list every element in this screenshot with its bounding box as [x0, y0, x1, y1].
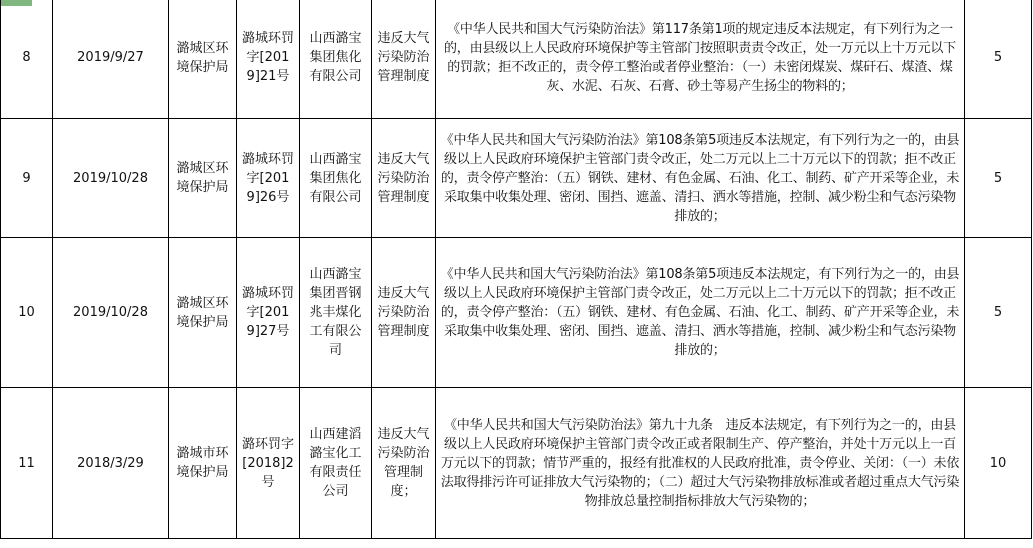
- row-number-cell: [1, 119, 53, 238]
- score-cell: [965, 0, 1032, 119]
- legal-basis-text: 《中华人民共和国大气污染防治法》第九十九条 违反本法规定，有下列行为之一的，由县级以上人民政府环境保护主管部门责令改正或者限制生产、停产整治，并处十万元以上一百万元以下的罚款；情节严重的，报经有批准权的人民政府批准，责令停业、关闭：（一）未依法取得排污许可证排放大气污染物的；（二）超过大气污染物排放标准或者超过重点大气污染物排放总量控制指标排放大气污染物的；: [440, 417, 960, 509]
- document-number-cell: [237, 388, 300, 539]
- legal-basis-text: 《中华人民共和国大气污染防治法》第117条第1项的规定违反本法规定，有下列行为之一的，由县级以上人民政府环境保护等主管部门按照职责责令改正，处一万元以上十万元以下的罚款；拒不改正的，责令停工整治或者停业整治：（一）未密闭煤炭、煤矸石、煤渣、煤灰、水泥、石灰、石膏、砂土等易产生扬尘的物料的；: [443, 21, 956, 94]
- row-number: 9: [22, 170, 31, 186]
- date-cell: [53, 238, 169, 388]
- document-number: 潞城环罚字[2019]26号: [241, 151, 294, 205]
- score-value: 5: [993, 170, 1003, 186]
- legal-basis-cell: [436, 238, 965, 388]
- penalty-date: 2018/3/29: [77, 455, 144, 471]
- legal-basis-text: 《中华人民共和国大气污染防治法》第108条第5项违反本法规定，有下列行为之一的，由县级以上人民政府环境保护主管部门责令改正，处二万元以上二十万元以下的罚款；拒不改正的，责令停产整治：（五）钢铁、建材、有色金属、石油、化工、制药、矿产开采等企业，未采取集中收集处理、密闭、围挡、遮盖、清扫、洒水等措施，控制、减少粉尘和气态污染物排放的；: [440, 132, 960, 224]
- legal-basis-cell: [436, 0, 965, 119]
- score-value: 10: [989, 455, 1007, 471]
- row-number: 8: [22, 50, 31, 65]
- violation-type-cell: [372, 119, 436, 238]
- document-number-cell: [237, 0, 300, 119]
- company-cell: [300, 119, 372, 238]
- score-cell: [965, 238, 1032, 388]
- penalty-date: 2019/9/27: [77, 50, 144, 65]
- score-cell: [965, 119, 1032, 238]
- score-cell: [965, 388, 1032, 539]
- table-row: [1, 238, 1032, 388]
- table-row: [1, 0, 1032, 119]
- row-number-cell: [1, 238, 53, 388]
- table-row: [1, 119, 1032, 238]
- score-value: 5: [993, 50, 1003, 65]
- violation-type: 违反大气污染防治管理制度: [377, 31, 430, 84]
- legal-basis-text: 《中华人民共和国大气污染防治法》第108条第5项违反本法规定，有下列行为之一的，由县级以上人民政府环境保护主管部门责令改正，处二万元以上二十万元以下的罚款；拒不改正的，责令停产整治：（五）钢铁、建材、有色金属、石油、化工、制药、矿产开采等企业，未采取集中收集处理、密闭、围挡、遮盖、清扫、洒水等措施，控制、减少粉尘和气态污染物排放的；: [440, 267, 960, 358]
- agency-cell: [169, 238, 237, 388]
- violation-type-cell: [372, 0, 436, 119]
- company-name: 山西潞宝集团晋钢兆丰煤化工有限公司: [309, 267, 362, 358]
- date-cell: [53, 0, 169, 119]
- legal-basis-cell: [436, 119, 965, 238]
- violation-type: 违反大气污染防治管理制度: [377, 151, 430, 205]
- document-number: 潞环罚字[2018]2号: [241, 436, 294, 490]
- company-name: 山西建滔潞宝化工有限责任公司: [309, 427, 362, 499]
- agency-cell: [169, 119, 237, 238]
- agency-cell: [169, 0, 237, 119]
- date-cell: [53, 388, 169, 539]
- agency-name: 潞城区环境保护局: [176, 161, 229, 195]
- violation-type-cell: [372, 388, 436, 539]
- penalty-date: 2019/10/28: [73, 305, 148, 320]
- agency-name: 潞城区环境保护局: [176, 295, 229, 330]
- document-number-cell: [237, 119, 300, 238]
- agency-name: 潞城市环境保护局: [176, 446, 229, 480]
- agency-name: 潞城区环境保护局: [176, 40, 229, 75]
- row-number-cell: [1, 0, 53, 119]
- legal-basis-cell: [436, 388, 965, 539]
- penalty-date: 2019/10/28: [73, 170, 148, 186]
- document-number: 潞城环罚字[2019]21号: [241, 31, 294, 84]
- row-number: 11: [18, 455, 35, 471]
- table-row: [1, 388, 1032, 539]
- agency-cell: [169, 388, 237, 539]
- document-number: 潞城环罚字[2019]27号: [241, 286, 294, 339]
- score-value: 5: [993, 305, 1003, 320]
- violation-type: 违反大气污染防治管理制度: [377, 286, 430, 339]
- date-cell: [53, 119, 169, 238]
- row-number-cell: [1, 388, 53, 539]
- company-cell: [300, 238, 372, 388]
- company-name: 山西潞宝集团焦化有限公司: [309, 31, 362, 84]
- document-number-cell: [237, 238, 300, 388]
- row-number: 10: [18, 305, 35, 320]
- company-cell: [300, 0, 372, 119]
- company-cell: [300, 388, 372, 539]
- violation-type: 违反大气污染防治管理制度；: [377, 427, 430, 499]
- violation-type-cell: [372, 238, 436, 388]
- company-name: 山西潞宝集团焦化有限公司: [309, 151, 362, 205]
